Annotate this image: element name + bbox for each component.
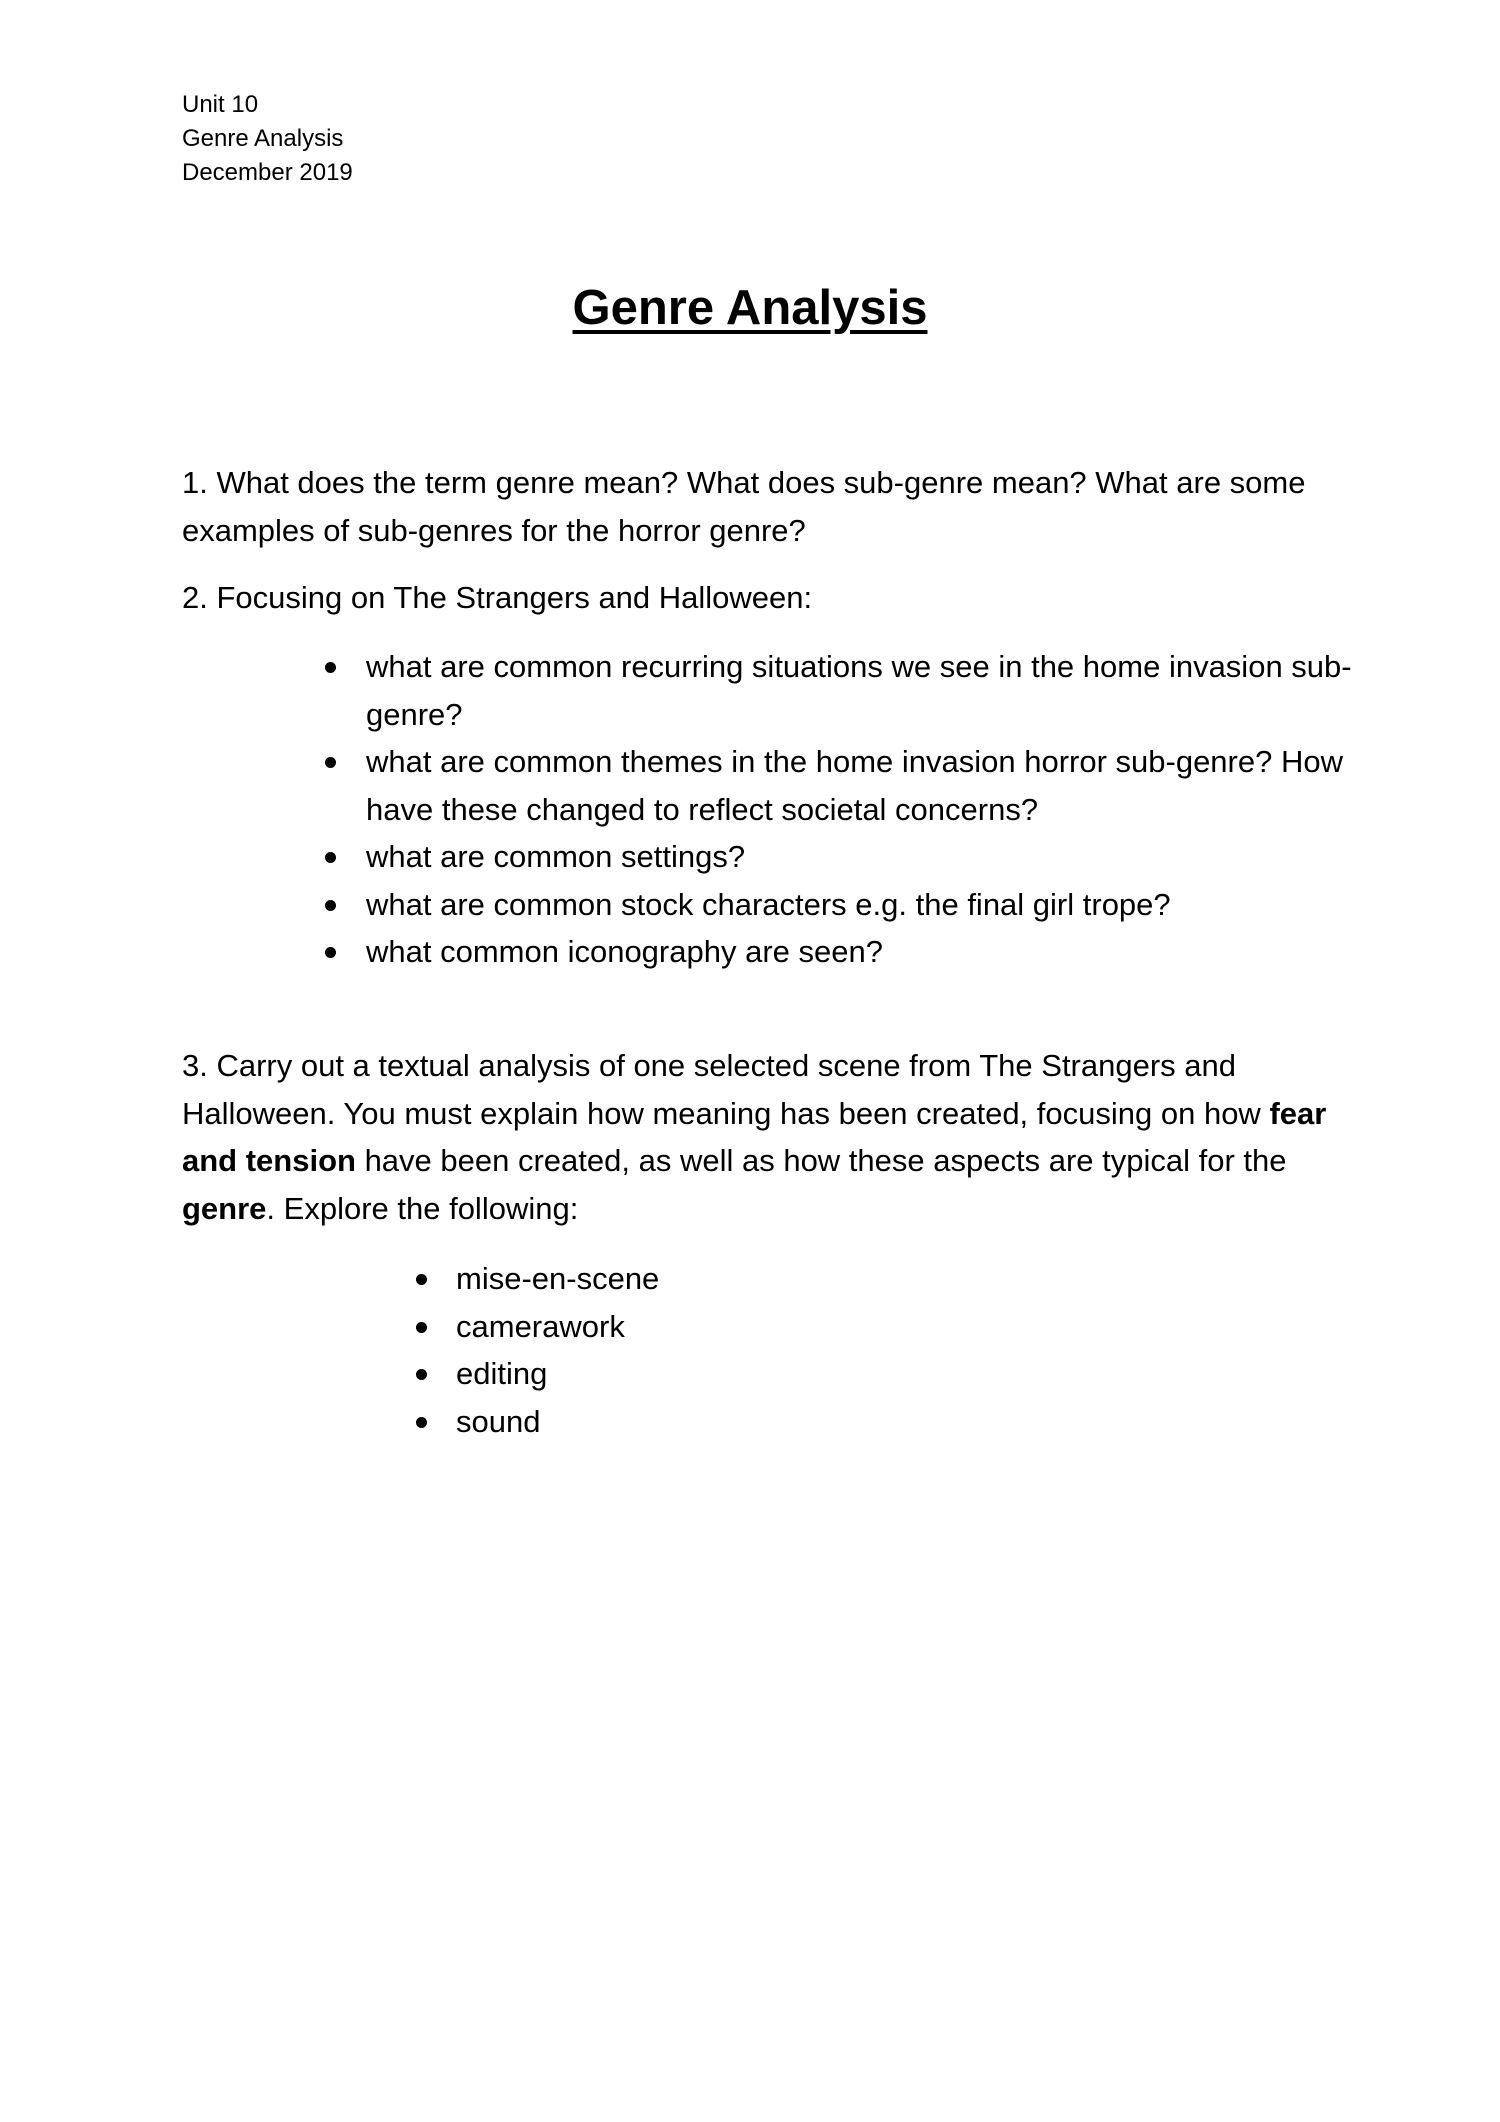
document-header: [182, 88, 353, 190]
question-3-bold-genre: genre: [182, 1190, 267, 1226]
question-3-text-part2: have been created, as well as how these aspects are typical for the: [355, 1143, 1287, 1178]
question-2: 2. Focusing on The Strangers and Halloween:: [182, 580, 813, 615]
page-title: [0, 278, 1500, 338]
list-item-text: what are common stock characters e.g. the final girl trope?: [366, 886, 1171, 922]
bullet-icon: [325, 852, 336, 863]
list-item: [366, 833, 1376, 881]
list-item-text: editing: [456, 1356, 548, 1391]
list-item: [456, 1398, 1056, 1446]
bullet-icon: [416, 1369, 427, 1380]
question-3-bullet-list: [456, 1255, 1056, 1445]
question-3-bold-fear-tension: fear and tension: [182, 1095, 1327, 1178]
question-3-text-part3: . Explore the following:: [266, 1190, 579, 1226]
list-item-text: what are common recurring situations we see in the home invasion sub-genre?: [366, 649, 1352, 732]
bullet-icon: [325, 757, 336, 768]
list-item: [366, 881, 1376, 929]
list-item-text: mise-en-scene: [456, 1261, 660, 1296]
list-item: [456, 1255, 1056, 1303]
list-item-text: sound: [456, 1403, 541, 1439]
bullet-icon: [416, 1417, 427, 1428]
bullet-icon: [325, 900, 336, 911]
question-3-text-part1: 3. Carry out a textual analysis of one selected scene from The Strangers and Halloween. You must explain how meaning has been created, focusing on how: [182, 1048, 1270, 1131]
bullet-icon: [416, 1274, 427, 1285]
list-item-text: camerawork: [456, 1308, 625, 1344]
subject-label: Genre Analysis: [182, 125, 344, 152]
list-item-text: what are common settings?: [366, 839, 746, 874]
question-3: [182, 1042, 1362, 1232]
bullet-icon: [325, 947, 336, 958]
question-2-bullet-list: [366, 643, 1376, 976]
question-1: 1. What does the term genre mean? What does sub-genre mean? What are some examples of sub-genres for the horror genre?: [182, 465, 1306, 548]
list-item: [456, 1303, 1056, 1351]
list-item: [366, 738, 1376, 833]
bullet-icon: [416, 1322, 427, 1333]
date-label: December 2019: [182, 159, 353, 186]
list-item: [366, 928, 1376, 976]
list-item: [366, 643, 1376, 738]
list-item-text: what are common themes in the home invasion horror sub-genre? How have these changed to reflect societal concerns?: [366, 744, 1343, 827]
unit-label: Unit 10: [182, 91, 259, 118]
bullet-icon: [325, 662, 336, 673]
list-item: [456, 1350, 1056, 1398]
list-item-text: what common iconography are seen?: [366, 934, 883, 969]
page-title-text: Genre Analysis: [572, 281, 928, 335]
